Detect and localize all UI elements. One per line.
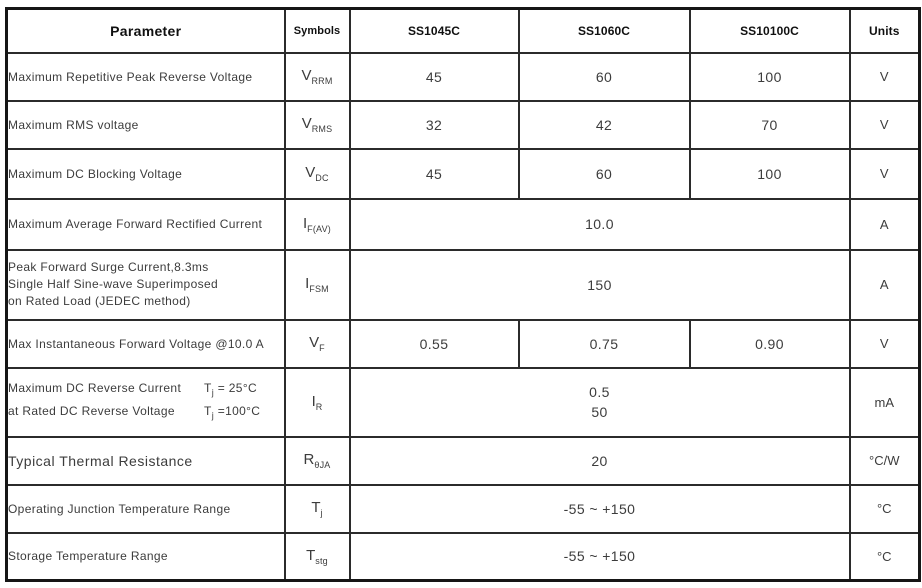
- value-cell: 100: [690, 53, 850, 101]
- value-cell: 0.75: [519, 320, 690, 368]
- symbol-sub: j: [320, 508, 323, 518]
- unit-cell: mA: [850, 368, 920, 437]
- table-row-rthja: [7, 437, 920, 485]
- symbol-base: T: [306, 546, 316, 564]
- col-header-parameter: Parameter: [7, 9, 285, 53]
- unit-cell: V: [850, 149, 920, 199]
- value-span-cell: 20: [350, 437, 850, 485]
- table-row-vdc: [7, 149, 920, 199]
- symbol-base: I: [302, 214, 308, 232]
- param-cell: Maximum RMS voltage: [7, 101, 285, 149]
- param-cell: Storage Temperature Range: [7, 533, 285, 581]
- col-header-ss10100c: SS10100C: [690, 9, 850, 53]
- symbol-base: V: [305, 164, 316, 181]
- symbol-cell: [285, 250, 350, 320]
- param-cell: Maximum Repetitive Peak Reverse Voltage: [7, 53, 285, 101]
- symbol-base: V: [309, 334, 320, 351]
- value-cell: 70: [690, 101, 850, 149]
- value-cell: 60: [519, 53, 690, 101]
- table-row-vrms: [7, 101, 920, 149]
- table-row-vf: [7, 320, 920, 368]
- symbol-sub: R: [315, 401, 323, 412]
- symbol-cell: [285, 437, 350, 485]
- value-cell: 42: [519, 101, 690, 149]
- param-line: Peak Forward Surge Current,8.3ms: [8, 260, 209, 274]
- unit-cell: °C: [850, 533, 920, 581]
- spec-table: [5, 7, 921, 582]
- unit-cell: °C: [850, 485, 920, 533]
- symbol-base: I: [311, 392, 316, 410]
- col-header-symbols: Symbols: [285, 9, 350, 53]
- table-row-ifsm: [7, 250, 920, 320]
- symbol-sub: DC: [315, 173, 329, 183]
- symbol-sub: θJA: [314, 460, 331, 470]
- symbol-sub: F(AV): [307, 223, 331, 234]
- param-cell: [7, 368, 285, 437]
- param-line: Single Half Sine-wave Superimposed: [8, 277, 219, 291]
- param-cell: Maximum Average Forward Rectified Current: [7, 199, 285, 250]
- unit-cell: V: [850, 101, 920, 149]
- param-line: on Rated Load (JEDEC method): [8, 294, 191, 308]
- symbol-sub: RMS: [311, 124, 333, 134]
- value-cell: 0.90: [690, 320, 850, 368]
- param-label: at Rated DC Reverse Voltage: [8, 404, 175, 418]
- symbol-sub: F: [319, 343, 325, 353]
- unit-cell: V: [850, 53, 920, 101]
- symbol-sub: stg: [315, 555, 328, 566]
- param-label: Maximum DC Reverse Current: [8, 380, 182, 395]
- col-header-ss1045c: SS1045C: [350, 9, 519, 53]
- unit-cell: V: [850, 320, 920, 368]
- param-cell: [7, 250, 285, 320]
- symbol-sub: RRM: [311, 76, 333, 86]
- table-row-vrrm: [7, 53, 920, 101]
- param-cell: Typical Thermal Resistance: [7, 437, 285, 485]
- value-span-cell: -55 ~ +150: [350, 533, 850, 581]
- table-row-tstg: [7, 533, 920, 581]
- value-span-cell: 10.0: [350, 199, 850, 250]
- condition-label: $T_j = 25^\circ C$: [204, 380, 257, 397]
- symbol-cell: [285, 149, 350, 199]
- symbol-cell: [285, 101, 350, 149]
- table-row-ifav: [7, 199, 920, 250]
- symbol-base: V: [301, 67, 312, 84]
- col-header-units: Units: [850, 9, 920, 53]
- value-span-cell: [350, 368, 850, 437]
- param-cell: Operating Junction Temperature Range: [7, 485, 285, 533]
- symbol-cell: [285, 199, 350, 250]
- value-span-cell: 150: [350, 250, 850, 320]
- symbol-cell: [285, 485, 350, 533]
- symbol-base: R: [303, 451, 315, 468]
- table-row-ir: [7, 368, 920, 437]
- unit-cell: A: [850, 250, 920, 320]
- unit-cell: A: [850, 199, 920, 250]
- symbol-base: T: [311, 499, 321, 516]
- symbol-base: I: [305, 275, 310, 292]
- value-line: 50: [591, 404, 608, 420]
- symbol-sub: FSM: [309, 284, 329, 294]
- param-cell: Maximum DC Blocking Voltage: [7, 149, 285, 199]
- value-span-cell: -55 ~ +150: [350, 485, 850, 533]
- table-header-row: [7, 9, 920, 53]
- symbol-cell: [285, 53, 350, 101]
- param-line: [8, 402, 284, 425]
- value-cell: 60: [519, 149, 690, 199]
- unit-cell: °C/W: [850, 437, 920, 485]
- symbol-cell: [285, 320, 350, 368]
- symbol-cell: [285, 368, 350, 437]
- param-line: [8, 379, 284, 402]
- value-cell: 45: [350, 149, 519, 199]
- col-header-ss1060c: SS1060C: [519, 9, 690, 53]
- value-cell: 100: [690, 149, 850, 199]
- value-cell: 0.55: [350, 320, 519, 368]
- value-cell: 32: [350, 101, 519, 149]
- value-cell: 45: [350, 53, 519, 101]
- table-row-tj: [7, 485, 920, 533]
- symbol-cell: [285, 533, 350, 581]
- value-line: 0.5: [589, 384, 610, 400]
- param-cell: Max Instantaneous Forward Voltage @10.0 A: [7, 320, 285, 368]
- condition-label: $T_j =100^\circ C$: [204, 404, 261, 421]
- symbol-base: V: [301, 115, 312, 132]
